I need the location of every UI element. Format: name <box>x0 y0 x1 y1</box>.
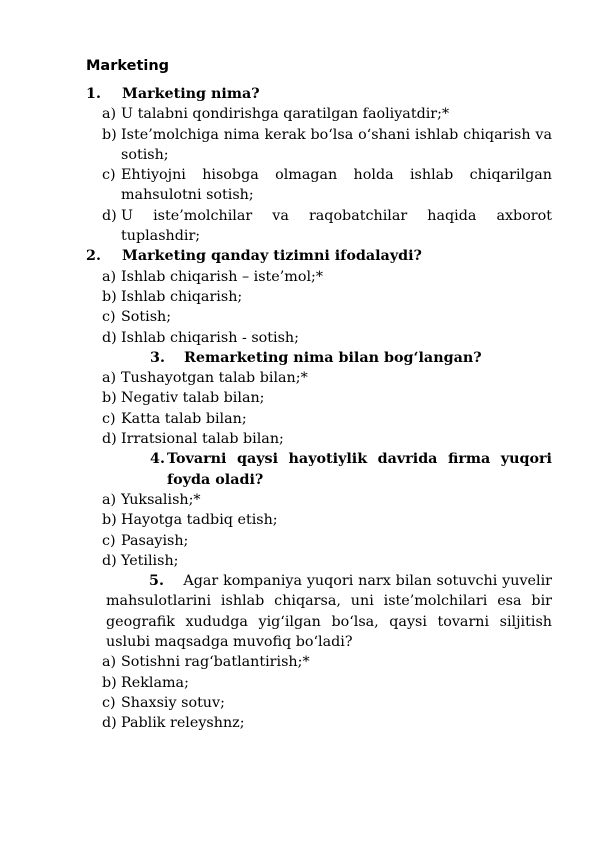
answer-text: Irratsional talab bilan; <box>121 431 284 448</box>
answer-option <box>0 206 596 247</box>
answer-text: Ehtiyojni hisobga olmagan holda ishlab chiqarilgan mahsulotni sotish; <box>121 167 552 204</box>
question-number: 1. <box>86 86 101 102</box>
answer-letter: b) <box>102 512 117 529</box>
answer-text: Yetilish; <box>121 552 179 569</box>
question-4 <box>0 449 596 490</box>
answer-option <box>0 531 596 551</box>
answer-letter: c) <box>102 694 116 711</box>
answer-option <box>0 693 596 713</box>
answer-letter: b) <box>102 288 117 305</box>
answer-option <box>0 551 596 571</box>
answer-letter: b) <box>102 126 117 143</box>
question-1 <box>0 84 596 104</box>
answer-option <box>0 429 596 449</box>
answer-letter: c) <box>102 532 116 549</box>
answer-option <box>0 104 596 124</box>
answer-option <box>0 165 596 206</box>
answer-option <box>0 409 596 429</box>
answer-letter: c) <box>102 167 116 184</box>
answer-text: Yuksalish;* <box>121 491 201 508</box>
answer-text: Ishlab chiqarish - sotish; <box>121 329 299 346</box>
answer-option <box>0 510 596 530</box>
answer-text: Sotishni rag‘batlantirish;* <box>121 654 310 671</box>
answer-letter: d) <box>102 715 117 732</box>
question-text: Marketing nima? <box>122 86 260 102</box>
question-number: 3. <box>150 349 165 366</box>
answer-letter: d) <box>102 552 117 569</box>
answer-option <box>0 328 596 348</box>
question-list <box>0 84 596 734</box>
answer-letter: d) <box>102 329 117 346</box>
answer-text: Hayotga tadbiq etish; <box>121 512 278 529</box>
answer-option <box>0 125 596 166</box>
answer-text: Shaxsiy sotuv; <box>121 694 225 711</box>
answer-letter: a) <box>102 654 117 671</box>
answer-text: Katta talab bilan; <box>121 410 247 427</box>
answer-letter: a) <box>102 106 117 123</box>
answer-letter: b) <box>102 674 117 691</box>
answer-option <box>0 267 596 287</box>
question-number: 2. <box>86 248 101 265</box>
answer-letter: c) <box>102 410 116 427</box>
answer-letter: c) <box>102 309 116 326</box>
answer-letter: d) <box>102 431 117 448</box>
answer-text: Ishlab chiqarish; <box>121 288 243 305</box>
answer-letter: a) <box>102 370 117 387</box>
question-text: Agar kompaniya yuqori narx bilan sotuvchi yuvelir mahsulotlarini ishlab chiqarsa, uni iste’molchilari esa bir geografik xududga yig‘ilgan bo‘lsa, qaysi tovarni siljitish uslubi maqsadga muvofiq bo‘ladi? <box>106 573 552 651</box>
answer-option <box>0 713 596 733</box>
question-2 <box>0 246 596 266</box>
question-3 <box>0 348 596 368</box>
question-number: 5. <box>149 573 164 590</box>
answer-option <box>0 652 596 672</box>
question-text: Remarketing nima bilan bog‘langan? <box>184 349 482 366</box>
answer-text: Negativ talab bilan; <box>121 390 265 407</box>
answer-option <box>0 368 596 388</box>
answer-option <box>0 287 596 307</box>
answer-letter: a) <box>102 491 117 508</box>
question-text: Tovarni qaysi hayotiylik davrida firma yuqori foyda oladi? <box>167 451 552 488</box>
answer-option <box>0 388 596 408</box>
answer-text: Pasayish; <box>121 532 189 549</box>
answer-text: Reklama; <box>121 674 189 691</box>
answer-text: U iste’molchilar va raqobatchilar haqida axborot tuplashdir; <box>121 207 552 245</box>
answer-text: Tushayotgan talab bilan;* <box>121 370 308 387</box>
answer-text: Pablik releyshnz; <box>121 715 245 732</box>
answer-option <box>0 307 596 327</box>
question-text: Marketing qanday tizimni ifodalaydi? <box>122 248 422 265</box>
question-5 <box>0 571 596 652</box>
answer-letter: a) <box>102 268 117 285</box>
answer-text: Ishlab chiqarish – iste’mol;* <box>121 268 323 285</box>
question-number: 4. <box>150 451 165 468</box>
answer-text: Sotish; <box>121 309 172 326</box>
answer-text: U talabni qondirishga qaratilgan faoliyatdir;* <box>121 106 450 123</box>
answer-option <box>0 490 596 510</box>
answer-text: Iste’molchiga nima kerak bo‘lsa o‘shani ishlab chiqarish va sotish; <box>121 126 552 163</box>
page-title: Marketing <box>86 58 170 74</box>
answer-letter: b) <box>102 390 117 407</box>
answer-letter: d) <box>102 207 117 224</box>
answer-option <box>0 673 596 693</box>
